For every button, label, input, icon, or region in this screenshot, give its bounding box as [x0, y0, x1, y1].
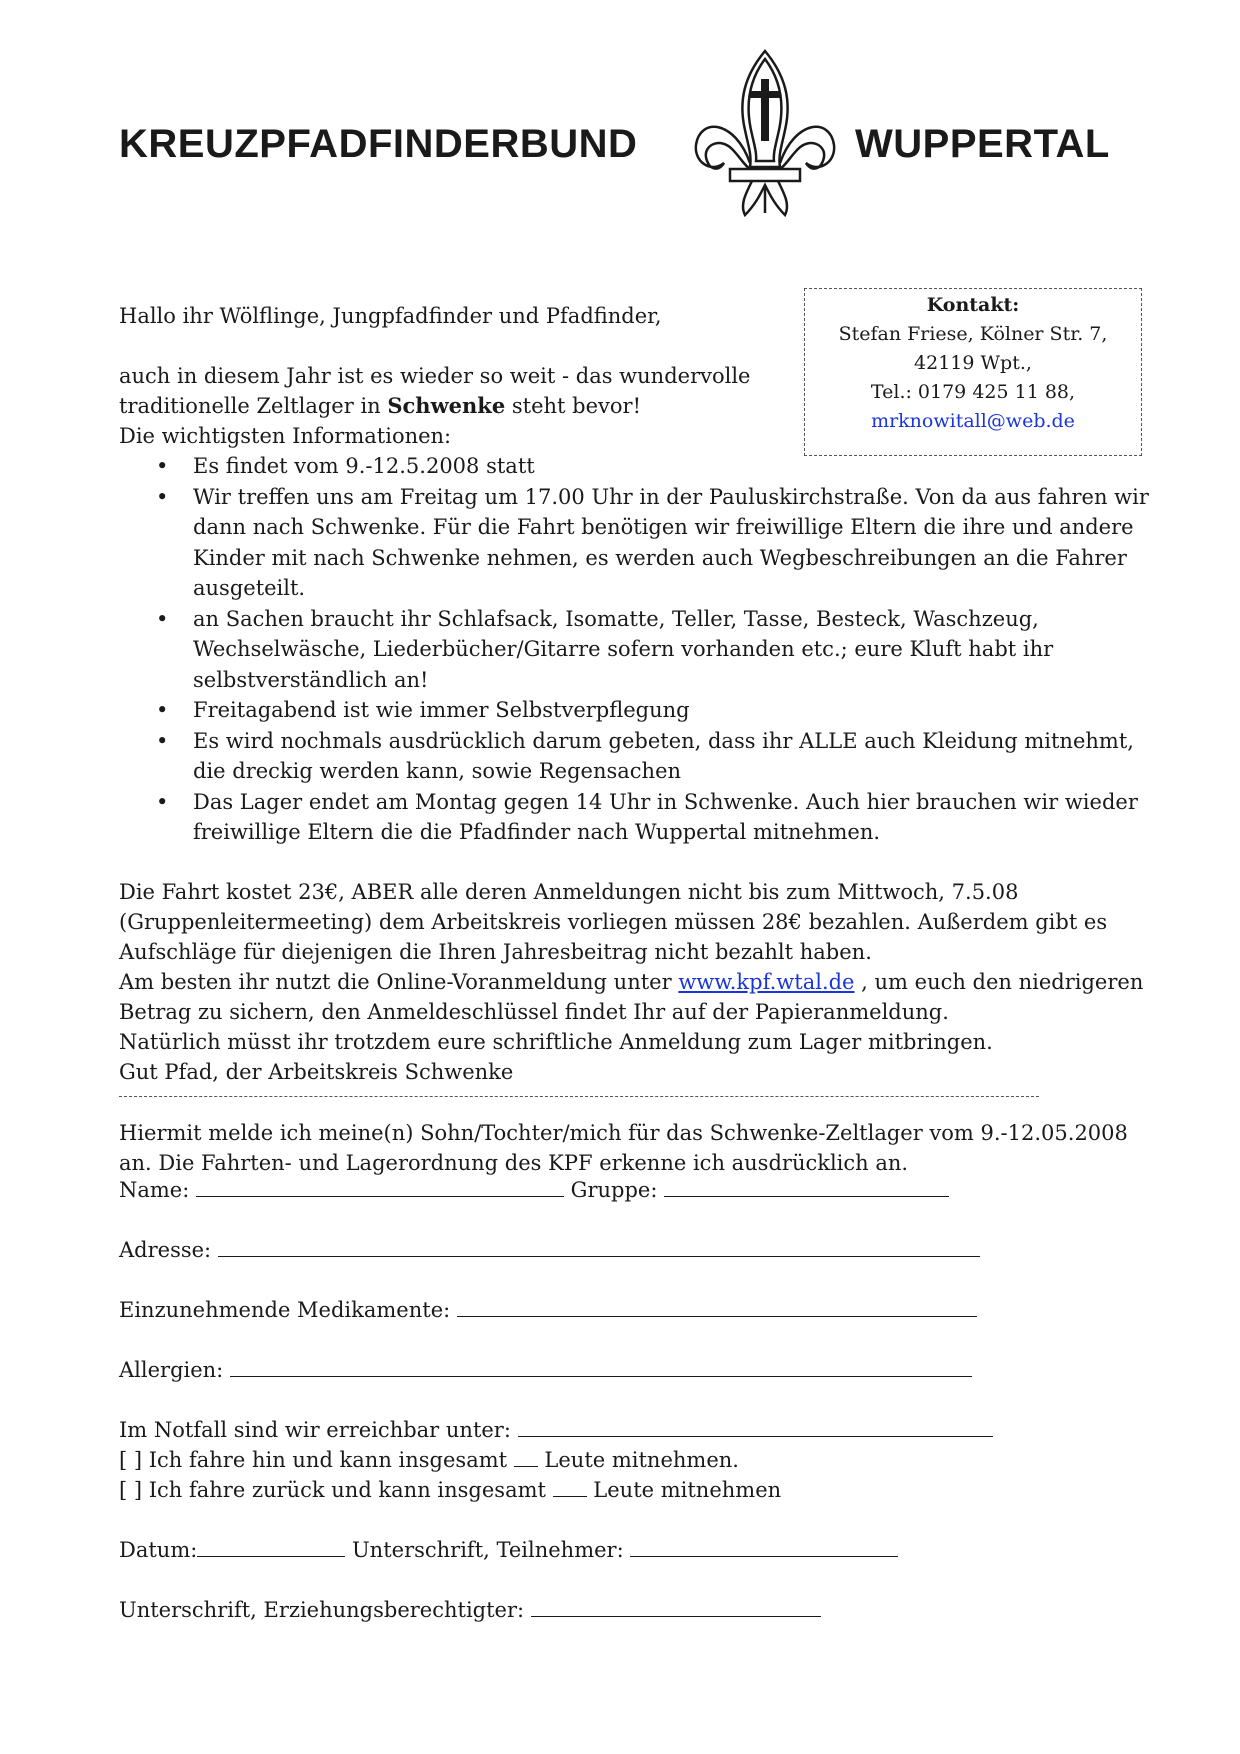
online-registration-text-2: , um euch den niedrigeren Betrag zu sichern, den Anmeldeschlüssel findet Ihr auf der Papieranmeldung.: [119, 970, 1144, 1024]
greeting: Hallo ihr Wölflinge, Jungpfadfinder und Pfadfinder,: [119, 304, 662, 328]
allergies-field[interactable]: [230, 1358, 972, 1377]
name-label: Name:: [119, 1178, 196, 1202]
contact-phone: Tel.: 0179 425 11 88,: [870, 381, 1076, 403]
cost-paragraph: [119, 877, 1149, 1087]
bring-registration-text: Natürlich müsst ihr trotzdem eure schriftliche Anmeldung zum Lager mitbringen.: [119, 1030, 993, 1054]
medication-row: [119, 1298, 977, 1322]
emergency-contact-field[interactable]: [518, 1418, 993, 1437]
allergies-label: Allergien:: [119, 1358, 230, 1382]
contact-title: Kontakt:: [926, 294, 1020, 316]
emergency-contact-label: Im Notfall sind wir erreichbar unter:: [119, 1418, 518, 1442]
intro-camp-name: Schwenke: [387, 393, 506, 418]
list-item: • Es wird nochmals ausdrücklich darum gebeten, dass ihr ALLE auch Kleidung mitnehmt, die dreckig werden kann, sowie Regensachen: [119, 726, 1149, 787]
guardian-signature-field[interactable]: [531, 1598, 821, 1617]
signoff: Gut Pfad, der Arbeitskreis Schwenke: [119, 1060, 514, 1084]
ride-there-row: [119, 1448, 739, 1472]
participant-signature-label: Unterschrift, Teilnehmer:: [345, 1538, 631, 1562]
ride-back-row: [119, 1478, 781, 1502]
registration-declaration: Hiermit melde ich meine(n) Sohn/Tochter/mich für das Schwenke-Zeltlager vom 9.-12.05.2008 an. Die Fahrten- und Lagerordnung des KPF erkenne ich ausdrücklich an.: [119, 1121, 1128, 1175]
group-label: Gruppe:: [564, 1178, 665, 1202]
address-field[interactable]: [218, 1238, 980, 1257]
contact-postcode-city: 42119 Wpt.,: [914, 352, 1032, 374]
header-title-right: WUPPERTAL: [855, 122, 1110, 166]
list-item: • Wir treffen uns am Freitag um 17.00 Uhr in der Pauluskirchstraße. Von da aus fahren wir dann nach Schwenke. Für die Fahrt benötigen wir freiwillige Eltern die ihre und andere Kinder mit nach Schwenke nehmen, es werden auch Wegbeschreibungen an die Fahrer ausgeteilt.: [119, 482, 1149, 604]
online-registration-text: Am besten ihr nutzt die Online-Voranmeldung unter: [119, 970, 679, 994]
participant-signature-field[interactable]: [630, 1538, 898, 1557]
intro-text-a: auch in diesem Jahr ist es wieder so weit - das wundervolle traditionelle Zeltlager in: [119, 364, 751, 418]
name-group-row: [119, 1178, 949, 1202]
guardian-signature-label: Unterschrift, Erziehungsberechtigter:: [119, 1598, 531, 1622]
contact-email-link[interactable]: mrknowitall@web.de: [871, 410, 1075, 432]
date-field[interactable]: [197, 1538, 345, 1557]
contact-name-street: Stefan Friese, Kölner Str. 7,: [838, 323, 1108, 345]
emergency-contact-row: [119, 1418, 993, 1442]
guardian-signature-row: [119, 1598, 821, 1622]
list-item: • Es findet vom 9.-12.5.2008 statt: [119, 451, 1149, 482]
cost-text: Die Fahrt kostet 23€, ABER alle deren Anmeldungen nicht bis zum Mittwoch, 7.5.08 (Gruppenleitermeeting) dem Arbeitskreis vorliegen müssen 28€ bezahlen. Außerdem gibt es Aufschläge für diejenigen die Ihren Jahresbeitrag nicht bezahlt haben.: [119, 880, 1108, 964]
group-field[interactable]: [664, 1178, 949, 1197]
date-label: Datum:: [119, 1538, 198, 1562]
ride-back-count-field[interactable]: [553, 1478, 587, 1497]
medication-label: Einzunehmende Medikamente:: [119, 1298, 457, 1322]
ride-there-suffix: Leute mitnehmen.: [537, 1448, 739, 1472]
ride-there-count-field[interactable]: [514, 1448, 538, 1467]
name-field[interactable]: [196, 1178, 564, 1197]
list-item: • an Sachen braucht ihr Schlafsack, Isomatte, Teller, Tasse, Besteck, Waschzeug, Wechselwäsche, Liederbücher/Gitarre sofern vorhanden etc.; eure Kluft habt ihr selbstverständlich an!: [119, 604, 1149, 696]
ride-back-checkbox-label[interactable]: [ ] Ich fahre zurück und kann insgesamt: [119, 1478, 553, 1502]
cut-line-divider: [119, 1096, 1039, 1097]
header-title-left: KREUZPFADFINDERBUND: [119, 122, 638, 166]
allergies-row: [119, 1358, 972, 1382]
medication-field[interactable]: [457, 1298, 977, 1317]
address-label: Adresse:: [119, 1238, 218, 1262]
registration-website-link[interactable]: www.kpf.wtal.de: [678, 970, 855, 994]
intro-text-b: steht bevor!: [505, 394, 642, 418]
info-list: [119, 451, 1149, 848]
ride-there-checkbox-label[interactable]: [ ] Ich fahre hin und kann insgesamt: [119, 1448, 514, 1472]
list-item: • Freitagabend ist wie immer Selbstverpflegung: [119, 695, 1149, 726]
intro-info-heading: Die wichtigsten Informationen:: [119, 424, 452, 448]
fleur-de-lis-cross-logo-icon: [690, 45, 840, 220]
intro-paragraph: [119, 361, 799, 451]
list-item: • Das Lager endet am Montag gegen 14 Uhr in Schwenke. Auch hier brauchen wir wieder freiwillige Eltern die die Pfadfinder nach Wuppertal mitnehmen.: [119, 787, 1149, 848]
date-signature-row: [119, 1538, 898, 1562]
address-row: [119, 1238, 980, 1262]
ride-back-suffix: Leute mitnehmen: [586, 1478, 782, 1502]
